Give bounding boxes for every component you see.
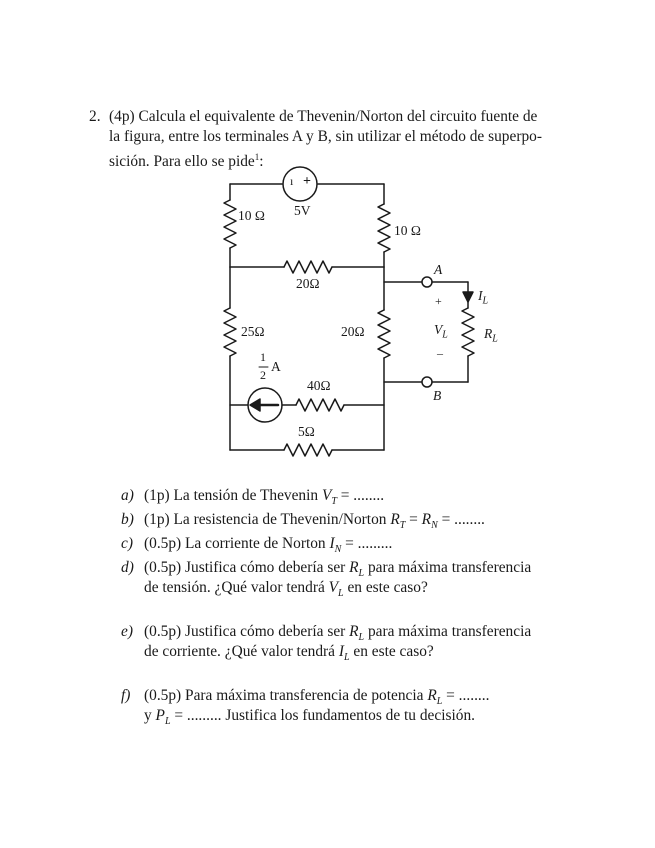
item-b-blank: = ........ bbox=[437, 511, 485, 528]
resistor-40 bbox=[296, 399, 344, 411]
item-d-text-1b: para máxima transferencia bbox=[364, 559, 532, 576]
item-e-text-1: (0.5p) Justifica cómo debería ser bbox=[144, 623, 350, 640]
item-f-sub: L bbox=[436, 696, 443, 708]
item-d-text-2b: en este caso? bbox=[343, 579, 428, 596]
item-d-text-1: (0.5p) Justifica cómo debería ser bbox=[144, 559, 350, 576]
label-minus: – bbox=[437, 346, 443, 360]
item-c-math: I bbox=[329, 535, 335, 552]
item-f-text-2: y bbox=[144, 707, 156, 724]
resistor-20-vertical bbox=[378, 310, 390, 358]
item-a bbox=[144, 486, 384, 512]
resistor-10-left bbox=[224, 200, 236, 248]
item-b-sub2: N bbox=[431, 520, 438, 532]
problem-points: (4p) bbox=[109, 108, 135, 125]
label-r-top-left: 10 Ω bbox=[238, 208, 265, 223]
label-load-current bbox=[478, 288, 488, 307]
label-r-right-vertical: 20Ω bbox=[341, 324, 365, 339]
item-c bbox=[144, 534, 392, 560]
label-r-top-right: 10 Ω bbox=[394, 223, 421, 238]
label-r-middle: 20Ω bbox=[296, 276, 320, 291]
item-c-sub: N bbox=[334, 544, 342, 556]
source-plus-mark: + bbox=[303, 174, 311, 189]
item-d-line-2 bbox=[144, 578, 428, 604]
statement-line-1-text: Calcula el equivalente de Thevenin/Norton del circuito fuente de bbox=[138, 108, 538, 125]
resistor-10-right bbox=[378, 204, 390, 252]
label-r-left-vertical: 25Ω bbox=[241, 324, 265, 339]
item-e-line-2 bbox=[144, 642, 434, 668]
load-resistor-symbol: R bbox=[484, 326, 493, 341]
item-e-sub: L bbox=[358, 632, 365, 644]
terminal-b-node bbox=[422, 377, 432, 387]
item-f-line-2 bbox=[144, 706, 475, 732]
load-resistor-sub: L bbox=[492, 333, 498, 345]
label-terminal-b: B bbox=[433, 388, 442, 403]
item-f-math2: P bbox=[155, 707, 165, 724]
resistor-20-horizontal bbox=[284, 261, 332, 273]
problem-statement-line-2: la figura, entre los terminales A y B, sin utilizar el método de superpo- bbox=[109, 128, 542, 145]
item-a-marker: a) bbox=[121, 487, 134, 504]
label-load-voltage bbox=[434, 322, 448, 341]
resistor-5 bbox=[284, 444, 332, 456]
item-b bbox=[144, 510, 485, 536]
item-f-text-1: (0.5p) Para máxima transferencia de potencia bbox=[144, 687, 428, 704]
load-voltage-sub: L bbox=[442, 329, 448, 341]
item-c-text: (0.5p) La corriente de Norton bbox=[144, 535, 330, 552]
statement-line-3-end: : bbox=[259, 153, 264, 171]
item-e-sub2: L bbox=[344, 652, 350, 664]
item-d-sub: L bbox=[358, 568, 365, 580]
resistor-load bbox=[462, 308, 474, 356]
label-r-40: 40Ω bbox=[307, 378, 331, 393]
item-e-math2: I bbox=[338, 643, 344, 660]
item-f-sub2: L bbox=[164, 716, 171, 728]
item-c-blank: = ......... bbox=[341, 535, 393, 552]
item-f-text-1b: = ........ bbox=[442, 687, 490, 704]
label-r-5: 5Ω bbox=[298, 424, 315, 439]
load-current-arrow bbox=[463, 292, 473, 302]
item-e-text-1b: para máxima transferencia bbox=[364, 623, 532, 640]
item-d-text-2: de tensión. ¿Qué valor tendrá bbox=[144, 579, 329, 596]
load-current-sub: L bbox=[482, 295, 489, 307]
item-f-marker: f) bbox=[121, 687, 131, 704]
item-a-blank: = ........ bbox=[336, 487, 385, 504]
item-d-marker: d) bbox=[121, 559, 134, 576]
label-load-resistor bbox=[484, 326, 498, 345]
label-source-voltage: 5V bbox=[294, 203, 311, 218]
footnote-mark: 1 bbox=[254, 152, 260, 162]
problem-number: 2. bbox=[89, 108, 101, 125]
current-source-arrowhead bbox=[250, 399, 260, 411]
item-e-text-2: de corriente. ¿Qué valor tendrá bbox=[144, 643, 339, 660]
item-c-marker: c) bbox=[121, 535, 133, 552]
item-f-math: R bbox=[427, 687, 437, 704]
item-e-text-2b: en este caso? bbox=[349, 643, 434, 660]
item-b-marker: b) bbox=[121, 511, 134, 528]
load-voltage-symbol: V bbox=[434, 322, 443, 337]
label-terminal-a: A bbox=[434, 262, 443, 277]
item-e-math: R bbox=[349, 623, 359, 640]
item-d-math: R bbox=[349, 559, 359, 576]
item-a-math: V bbox=[321, 487, 332, 504]
statement-line-3-text: sición. Para ello se pide bbox=[109, 153, 255, 171]
item-a-text: (1p) La tensión de Thevenin bbox=[144, 487, 322, 504]
item-f-text-2b: = ......... Justifica los fundamentos de tu decisión. bbox=[170, 707, 475, 724]
item-e-marker: e) bbox=[121, 623, 133, 640]
label-current-den: 2 bbox=[260, 368, 266, 382]
label-current-num: 1 bbox=[260, 350, 266, 364]
voltage-source-symbol bbox=[283, 167, 317, 201]
item-d-sub2: L bbox=[338, 588, 344, 600]
load-current-symbol: I bbox=[478, 288, 483, 303]
resistor-25 bbox=[224, 308, 236, 356]
label-plus: + bbox=[435, 294, 442, 308]
label-current-unit: A bbox=[271, 359, 281, 374]
item-b-math2: R bbox=[421, 511, 432, 528]
terminal-a-node bbox=[422, 277, 432, 287]
source-minus-mark: ı bbox=[290, 174, 294, 188]
item-d-math2: V bbox=[328, 579, 339, 596]
item-a-sub: T bbox=[331, 496, 337, 508]
item-b-eq: = bbox=[405, 511, 422, 528]
item-b-text: (1p) La resistencia de Thevenin/Norton bbox=[144, 511, 391, 528]
item-b-sub: T bbox=[399, 520, 406, 532]
item-b-math: R bbox=[390, 511, 400, 528]
